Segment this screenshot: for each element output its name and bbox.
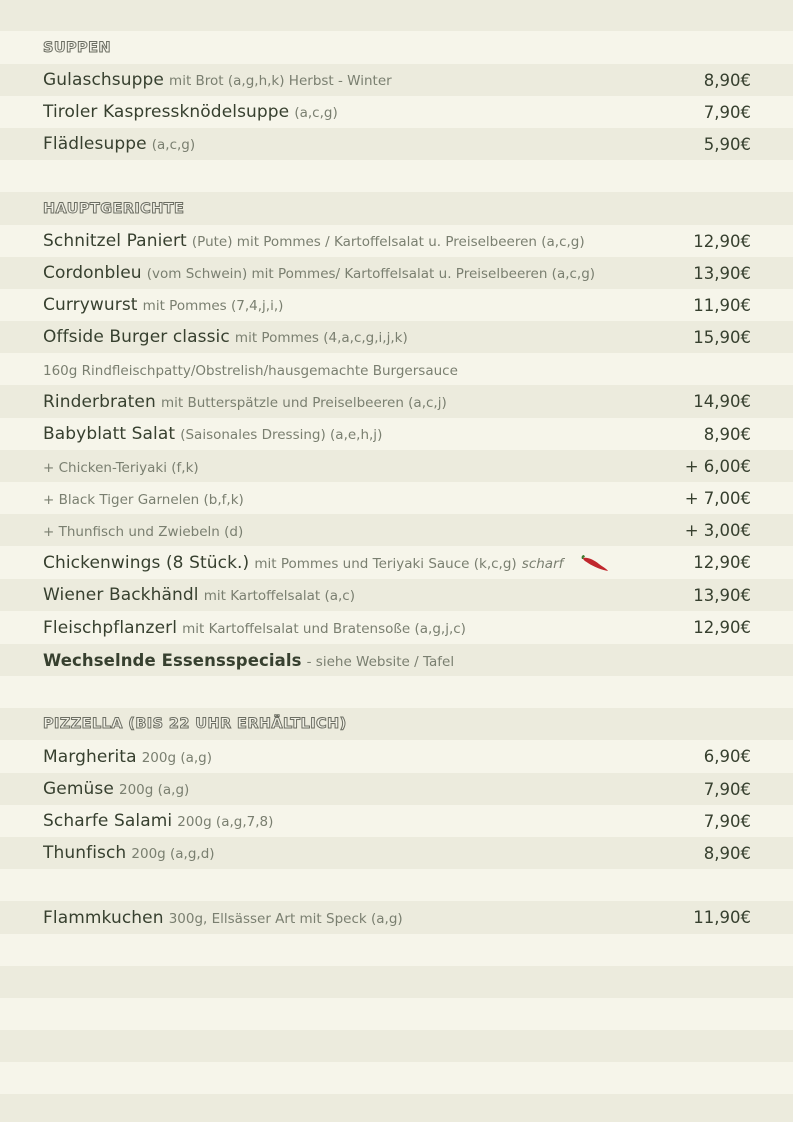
item-desc: (a,c,g)	[151, 137, 196, 153]
item-desc: 200g (a,g,7,8)	[177, 814, 274, 830]
menu-item-cordonbleu	[0, 257, 793, 289]
item-name: Margherita	[43, 746, 137, 767]
section-title: SUPPEN	[43, 39, 111, 56]
item-desc: + Black Tiger Garnelen (b,f,k)	[43, 491, 244, 508]
item-price: 12,90€	[693, 231, 751, 251]
item-name: Wechselnde Essensspecials	[43, 650, 302, 670]
item-price: 8,90€	[703, 424, 751, 444]
section-heading-suppen	[0, 31, 793, 64]
menu-addon-chicken-teriyaki	[0, 450, 793, 482]
menu-item-fleischpflanzerl	[0, 611, 793, 644]
menu-item-backhaendl	[0, 579, 793, 611]
item-price: 14,90€	[693, 392, 751, 411]
item-price: 8,90€	[703, 843, 751, 863]
item-desc: + Chicken-Teriyaki (f,k)	[43, 459, 199, 476]
item-price: 15,90€	[693, 327, 751, 347]
item-name: Wiener Backhändl	[43, 585, 199, 605]
item-desc: mit Brot (a,g,h,k) Herbst - Winter	[169, 73, 392, 89]
item-name: Thunfisch	[43, 843, 127, 863]
blank-row	[0, 1030, 793, 1062]
item-name: Tiroler Kaspressknödelsuppe	[43, 102, 290, 122]
item-price: 8,90€	[703, 70, 751, 90]
item-price: 11,90€	[693, 295, 751, 315]
item-name: Offside Burger classic	[43, 327, 230, 347]
item-desc: + Thunfisch und Zwiebeln (d)	[43, 523, 244, 540]
item-desc: (a,c,g)	[294, 105, 338, 121]
blank-row	[0, 1094, 793, 1122]
blank-row	[0, 676, 793, 708]
item-name: Gemüse	[43, 779, 114, 799]
item-desc: mit Pommes (4,a,c,g,i,j,k)	[234, 330, 408, 346]
item-price: 7,90€	[703, 811, 751, 831]
item-name: Flammkuchen	[43, 907, 164, 928]
menu-item-flammkuchen	[0, 901, 793, 934]
item-price: 7,90€	[703, 102, 751, 122]
item-price: 12,90€	[693, 553, 751, 572]
menu-item-rinderbraten	[0, 385, 793, 418]
spicy-label: scharf	[521, 555, 564, 572]
menu-addon-garnelen	[0, 482, 793, 514]
menu-item-salat	[0, 418, 793, 450]
item-price: + 6,00€	[684, 456, 751, 476]
chili-icon	[580, 554, 610, 572]
item-desc: - siehe Website / Tafel	[306, 653, 455, 670]
item-name: Scharfe Salami	[43, 811, 173, 831]
blank-row	[0, 934, 793, 966]
item-desc: mit Pommes und Teriyaki Sauce (k,c,g)	[254, 555, 517, 572]
menu-item-gulaschsuppe	[0, 64, 793, 96]
menu-item-gemuese	[0, 773, 793, 805]
section-title: PIZZELLA (BIS 22 UHR ERHÄLTLICH)	[43, 716, 347, 732]
section-heading-hauptgerichte	[0, 192, 793, 225]
menu-item-margherita	[0, 740, 793, 773]
menu-item-tiroler	[0, 96, 793, 128]
item-price: + 7,00€	[684, 488, 751, 508]
menu-addon-thunfisch	[0, 514, 793, 546]
item-desc: 200g (a,g)	[141, 749, 212, 766]
item-desc: 200g (a,g)	[118, 782, 190, 798]
blank-row	[0, 1062, 793, 1094]
item-desc: mit Butterspätzle und Preiselbeeren (a,c,j)	[160, 394, 447, 411]
item-price: + 3,00€	[684, 520, 751, 540]
blank-row	[0, 0, 793, 31]
blank-row	[0, 966, 793, 998]
menu-item-schnitzel	[0, 225, 793, 257]
item-price: 6,90€	[703, 747, 751, 766]
item-name: Babyblatt Salat	[43, 424, 176, 444]
menu-item-flaedlesuppe	[0, 128, 793, 160]
item-name: Gulaschsuppe	[43, 70, 164, 90]
item-name: Currywurst	[43, 295, 138, 315]
section-title: HAUPTGERICHTE	[43, 200, 185, 217]
item-desc: (Pute) mit Pommes / Kartoffelsalat u. Preiselbeeren (a,c,g)	[191, 234, 585, 250]
item-name: Rinderbraten	[43, 391, 156, 412]
menu-item-currywurst	[0, 289, 793, 321]
item-desc: (vom Schwein) mit Pommes/ Kartoffelsalat u. Preiselbeeren (a,c,g)	[146, 266, 596, 282]
menu-item-burger-note	[0, 353, 793, 385]
menu-item-burger	[0, 321, 793, 353]
item-desc: mit Kartoffelsalat und Bratensoße (a,g,j,c)	[182, 620, 466, 637]
item-desc: (Saisonales Dressing) (a,e,h,j)	[180, 427, 383, 443]
item-desc: mit Kartoffelsalat (a,c)	[203, 588, 355, 604]
item-price: 11,90€	[693, 908, 751, 927]
item-price: 12,90€	[693, 618, 751, 637]
menu-item-specials	[0, 644, 793, 676]
menu-item-thunfisch	[0, 837, 793, 869]
blank-row	[0, 998, 793, 1030]
menu-item-chickenwings	[0, 546, 793, 579]
item-name: Cordonbleu	[43, 263, 142, 283]
item-price: 13,90€	[693, 585, 751, 605]
blank-row	[0, 160, 793, 192]
item-desc: 160g Rindfleischpatty/Obstrelish/hausgemachte Burgersauce	[43, 362, 458, 379]
item-desc: 300g, Ellsässer Art mit Speck (a,g)	[168, 910, 403, 927]
blank-row	[0, 869, 793, 901]
item-price: 13,90€	[693, 263, 751, 283]
item-price: 5,90€	[703, 134, 751, 154]
item-name: Flädlesuppe	[43, 134, 147, 154]
item-desc: mit Pommes (7,4,j,i,)	[142, 298, 284, 314]
menu-item-salami	[0, 805, 793, 837]
item-price: 7,90€	[703, 779, 751, 799]
item-name: Schnitzel Paniert	[43, 231, 187, 251]
section-heading-pizzella	[0, 708, 793, 740]
item-desc: 200g (a,g,d)	[131, 846, 215, 862]
item-name: Fleischpflanzerl	[43, 617, 178, 638]
item-name: Chickenwings (8 Stück.)	[43, 552, 250, 573]
